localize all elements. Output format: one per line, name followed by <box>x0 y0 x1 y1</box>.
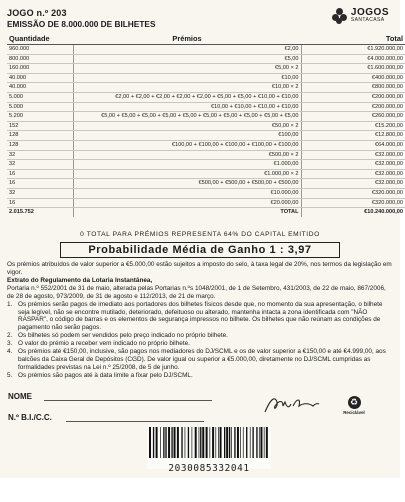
total-cell: €12.800,00 <box>301 131 405 141</box>
column-quantity: Quantidade <box>7 34 73 45</box>
regulation-title: Extrato do Regulamento da Lotaria Instantânea, <box>7 276 153 284</box>
rule-number: 3. <box>7 340 13 348</box>
barcode-bar <box>149 427 151 458</box>
id-label: N.º B.I./C.C. <box>8 412 52 422</box>
prize-cell: €5,00 × 2 <box>73 64 301 74</box>
barcode-bar <box>181 427 182 458</box>
barcode-bar <box>234 427 235 458</box>
prize-cell: €50,00 × 2 <box>73 121 301 131</box>
barcode-bar <box>259 427 260 458</box>
total-cell: €800.000,00 <box>301 83 405 93</box>
prize-cell: €500,00 + €500,00 + €500,00 + €500,00 <box>73 179 301 189</box>
rule-item <box>7 348 393 372</box>
table-row <box>7 102 405 112</box>
total-cell: €400.000,00 <box>301 73 405 83</box>
prize-cell: €1.000,00 × 2 <box>73 169 301 179</box>
barcode-bar <box>240 427 241 458</box>
rule-text: O valor do prémio a receber vem indicado no próprio bilhete. <box>18 340 190 348</box>
probability-box: Probabilidade Média de Ganho 1 : 3,97 <box>60 242 340 258</box>
table-row <box>7 64 405 74</box>
quantity-cell: 16 <box>7 198 73 208</box>
barcode-bar <box>250 427 251 458</box>
barcode-bar <box>195 427 197 458</box>
prize-cell: €5,00 <box>73 54 301 64</box>
table-row <box>7 179 405 189</box>
barcode-bar <box>171 427 172 458</box>
rule-text: Os prémios até €150,00, inclusive, são pagos nos mediadores do DJ/SCML e os de valor superior a €150,00 e até €4.999,00, aos balcões da Caixa Geral de Depósitos (CGD). De valor igual ou superior a €5.000,00, diretamente no DJ/SCML cumpridas as formalidades previstas na Lei n.º 25/2008, de 5 de junho. <box>18 348 386 371</box>
quantity-cell: 16 <box>7 169 73 179</box>
barcode-bar <box>202 427 204 458</box>
barcode-bar <box>215 427 216 458</box>
total-cell: €32.000,00 <box>301 169 405 179</box>
barcode-bar <box>156 427 158 458</box>
prize-cell: €100,00 + €100,00 + €100,00 + €100,00 + €100,00 <box>73 140 301 150</box>
logo-subtitle: SANTACASA <box>350 17 385 23</box>
id-field[interactable] <box>8 413 52 422</box>
barcode-bar <box>260 427 262 458</box>
prize-cell: €500,00 × 2 <box>73 150 301 160</box>
total-cell: €200.000,00 <box>301 92 405 102</box>
table-row <box>7 150 405 160</box>
tax-note: Os prémios atribuídos de valor superior a €5.000,00 estão sujeitos a imposto do selo, à taxa legal de 20%, nos termos da legislação em vigor. <box>7 261 392 276</box>
total-cell: €64.000,00 <box>301 140 405 150</box>
quantity-cell: 128 <box>7 140 73 150</box>
table-row <box>7 188 405 198</box>
table-row <box>7 121 405 131</box>
quantity-cell: 16 <box>7 179 73 189</box>
quantity-cell: 5.200 <box>7 112 73 122</box>
total-cell: €32.000,00 <box>301 160 405 170</box>
barcode-bar <box>264 427 265 458</box>
total-cell: €32.000,00 <box>301 150 405 160</box>
id-line <box>66 421 204 422</box>
barcode-bar <box>160 427 161 458</box>
table-row <box>7 198 405 208</box>
ticket-header <box>7 8 393 34</box>
barcode-bar <box>218 427 219 458</box>
table-row <box>7 54 405 64</box>
santa-casa-logo-icon <box>332 8 348 24</box>
total-amount: €10.240.000,00 <box>301 208 405 218</box>
name-field[interactable] <box>8 392 32 401</box>
barcode-bar <box>185 427 186 458</box>
table-row <box>7 112 405 122</box>
total-quantity: 2.015.752 <box>7 208 73 218</box>
total-cell: €320.000,00 <box>301 198 405 208</box>
rule-text: Os prémios são pagos até à data limite a fixar pelo DJ/SCML. <box>18 371 193 379</box>
quantity-cell: 128 <box>7 131 73 141</box>
prize-table <box>7 34 405 217</box>
barcode-bar <box>237 427 239 458</box>
quantity-cell: 160.000 <box>7 64 73 74</box>
table-row <box>7 92 405 102</box>
barcode-bar <box>199 427 200 458</box>
rule-item <box>7 372 393 380</box>
quantity-cell: 960.000 <box>7 45 73 55</box>
rule-number: 2. <box>7 332 13 340</box>
barcode-bar <box>192 427 193 458</box>
regulation-intro: Portaria n.º 552/2001 de 31 de maio, alterada pelas Portarias n.ºs 1048/2001, de 1 de Setembro, 431/2003, de 22 de maio, 867/2006, de 28 de agosto, 973/2009, de 31 de agosto e 112/2013, de 21 de março. <box>7 284 386 300</box>
recycle-icon: ♻ <box>348 396 361 409</box>
logo-name: JOGOS <box>350 7 389 18</box>
barcode-bar <box>226 427 228 458</box>
barcode-bar <box>243 427 244 458</box>
barcode-bar <box>220 427 222 458</box>
table-row <box>7 169 405 179</box>
barcode-bar <box>177 427 179 458</box>
table-row <box>7 160 405 170</box>
column-prizes: Prémios <box>73 34 301 45</box>
barcode-bar <box>231 427 232 458</box>
prize-cell: €20.000,00 <box>73 198 301 208</box>
barcode-bar <box>246 427 247 458</box>
total-cell: €32.000,00 <box>301 179 405 189</box>
game-number: JOGO n.º 203 <box>7 8 67 18</box>
barcode-number: 2030085332041 <box>168 462 250 474</box>
barcode-bar <box>266 427 268 458</box>
name-label: NOME <box>8 391 32 401</box>
barcode-bar <box>206 427 208 458</box>
quantity-cell: 32 <box>7 150 73 160</box>
total-cell: €320.000,00 <box>301 188 405 198</box>
quantity-cell: 40.000 <box>7 73 73 83</box>
total-cell: €1.920.000,00 <box>301 45 405 55</box>
quantity-cell: 800.000 <box>7 54 73 64</box>
quantity-cell: 32 <box>7 188 73 198</box>
barcode-bar <box>188 427 189 458</box>
column-total: Total <box>301 34 405 45</box>
total-label: TOTAL <box>73 208 301 218</box>
prize-cell: €10,00 × 2 <box>73 83 301 93</box>
total-cell: €260.000,00 <box>301 112 405 122</box>
barcode <box>147 427 271 474</box>
prize-cell: €100,00 <box>73 131 301 141</box>
rule-number: 4. <box>7 348 13 356</box>
rule-number: 1. <box>7 300 13 308</box>
prize-cell: €10,00 <box>73 73 301 83</box>
barcode-bar <box>174 427 176 458</box>
total-cell: €200.000,00 <box>301 102 405 112</box>
issue-title: EMISSÃO DE 8.000.000 DE BILHETES <box>7 19 156 29</box>
barcode-bar <box>224 427 225 458</box>
recycle-label: Reciclável <box>343 409 365 415</box>
prize-cell: €2,00 + €2,00 + €2,00 + €2,00 + €2,00 + €5,00 + €5,00 + €10,00 + €10,00 <box>73 92 301 102</box>
prize-percentage-line: 0 TOTAL PARA PRÉMIOS REPRESENTA 64% DO CAPITAL EMITIDO <box>80 231 320 239</box>
quantity-cell: 40.000 <box>7 83 73 93</box>
prize-cell: €10.000,00 <box>73 188 301 198</box>
quantity-cell: 32 <box>7 160 73 170</box>
barcode-bar <box>200 427 201 458</box>
total-cell: €1.600.000,00 <box>301 64 405 74</box>
prize-cell: €5,00 + €5,00 + €5,00 + €5,00 + €5,00 + €5,00 + €5,00 + €5,00 + €5,00 + €5,00 <box>73 112 301 122</box>
rule-text: Os prémios serão pagos de imediato aos portadores dos bilhetes físicos desde que, no momento da sua apresentação, o bilhete seja legível, não se encontre mutilado, deteriorado, defeituoso ou alterado, mantenha intacta a zona identificada com "NÃO RASPAR", o código de barras e os elementos de segurança impressos no bilhete. Os bilhetes que não reúnam as condições de pagamento não serão pagos. <box>18 300 383 332</box>
quantity-cell: 5.000 <box>7 102 73 112</box>
signature-icon <box>263 394 321 416</box>
regulation-text <box>7 261 393 380</box>
rule-text: Os bilhetes só podem ser vendidos pelo preço indicado no próprio bilhete. <box>18 332 228 340</box>
barcode-bar <box>256 427 257 458</box>
ticket-footer <box>7 392 393 502</box>
barcode-bar <box>168 427 170 458</box>
table-row <box>7 83 405 93</box>
rules-list <box>7 301 393 380</box>
barcode-bar <box>165 427 166 458</box>
rule-item <box>7 301 393 333</box>
total-cell: €4.000.000,00 <box>301 54 405 64</box>
barcode-bar <box>212 427 214 458</box>
barcode-bar <box>229 427 230 458</box>
total-cell: €15.200,00 <box>301 121 405 131</box>
barcode-bar <box>163 427 164 458</box>
quantity-cell: 152 <box>7 121 73 131</box>
prize-cell: €1.000,00 <box>73 160 301 170</box>
table-row <box>7 131 405 141</box>
rule-item <box>7 332 393 340</box>
barcode-bar <box>210 427 211 458</box>
rule-item <box>7 340 393 348</box>
prize-cell: €10,00 + €10,00 + €10,00 + €10,00 <box>73 102 301 112</box>
table-row <box>7 73 405 83</box>
name-line <box>44 400 212 401</box>
prize-cell: €2,00 <box>73 45 301 55</box>
santa-casa-logo <box>332 8 389 24</box>
barcode-icon <box>147 427 271 458</box>
rule-number: 5. <box>7 371 13 379</box>
table-row <box>7 140 405 150</box>
total-row <box>7 208 405 218</box>
recycle-badge <box>340 396 368 415</box>
barcode-bar <box>252 427 253 458</box>
table-row <box>7 45 405 55</box>
barcode-bar <box>153 427 154 458</box>
quantity-cell: 5.000 <box>7 92 73 102</box>
